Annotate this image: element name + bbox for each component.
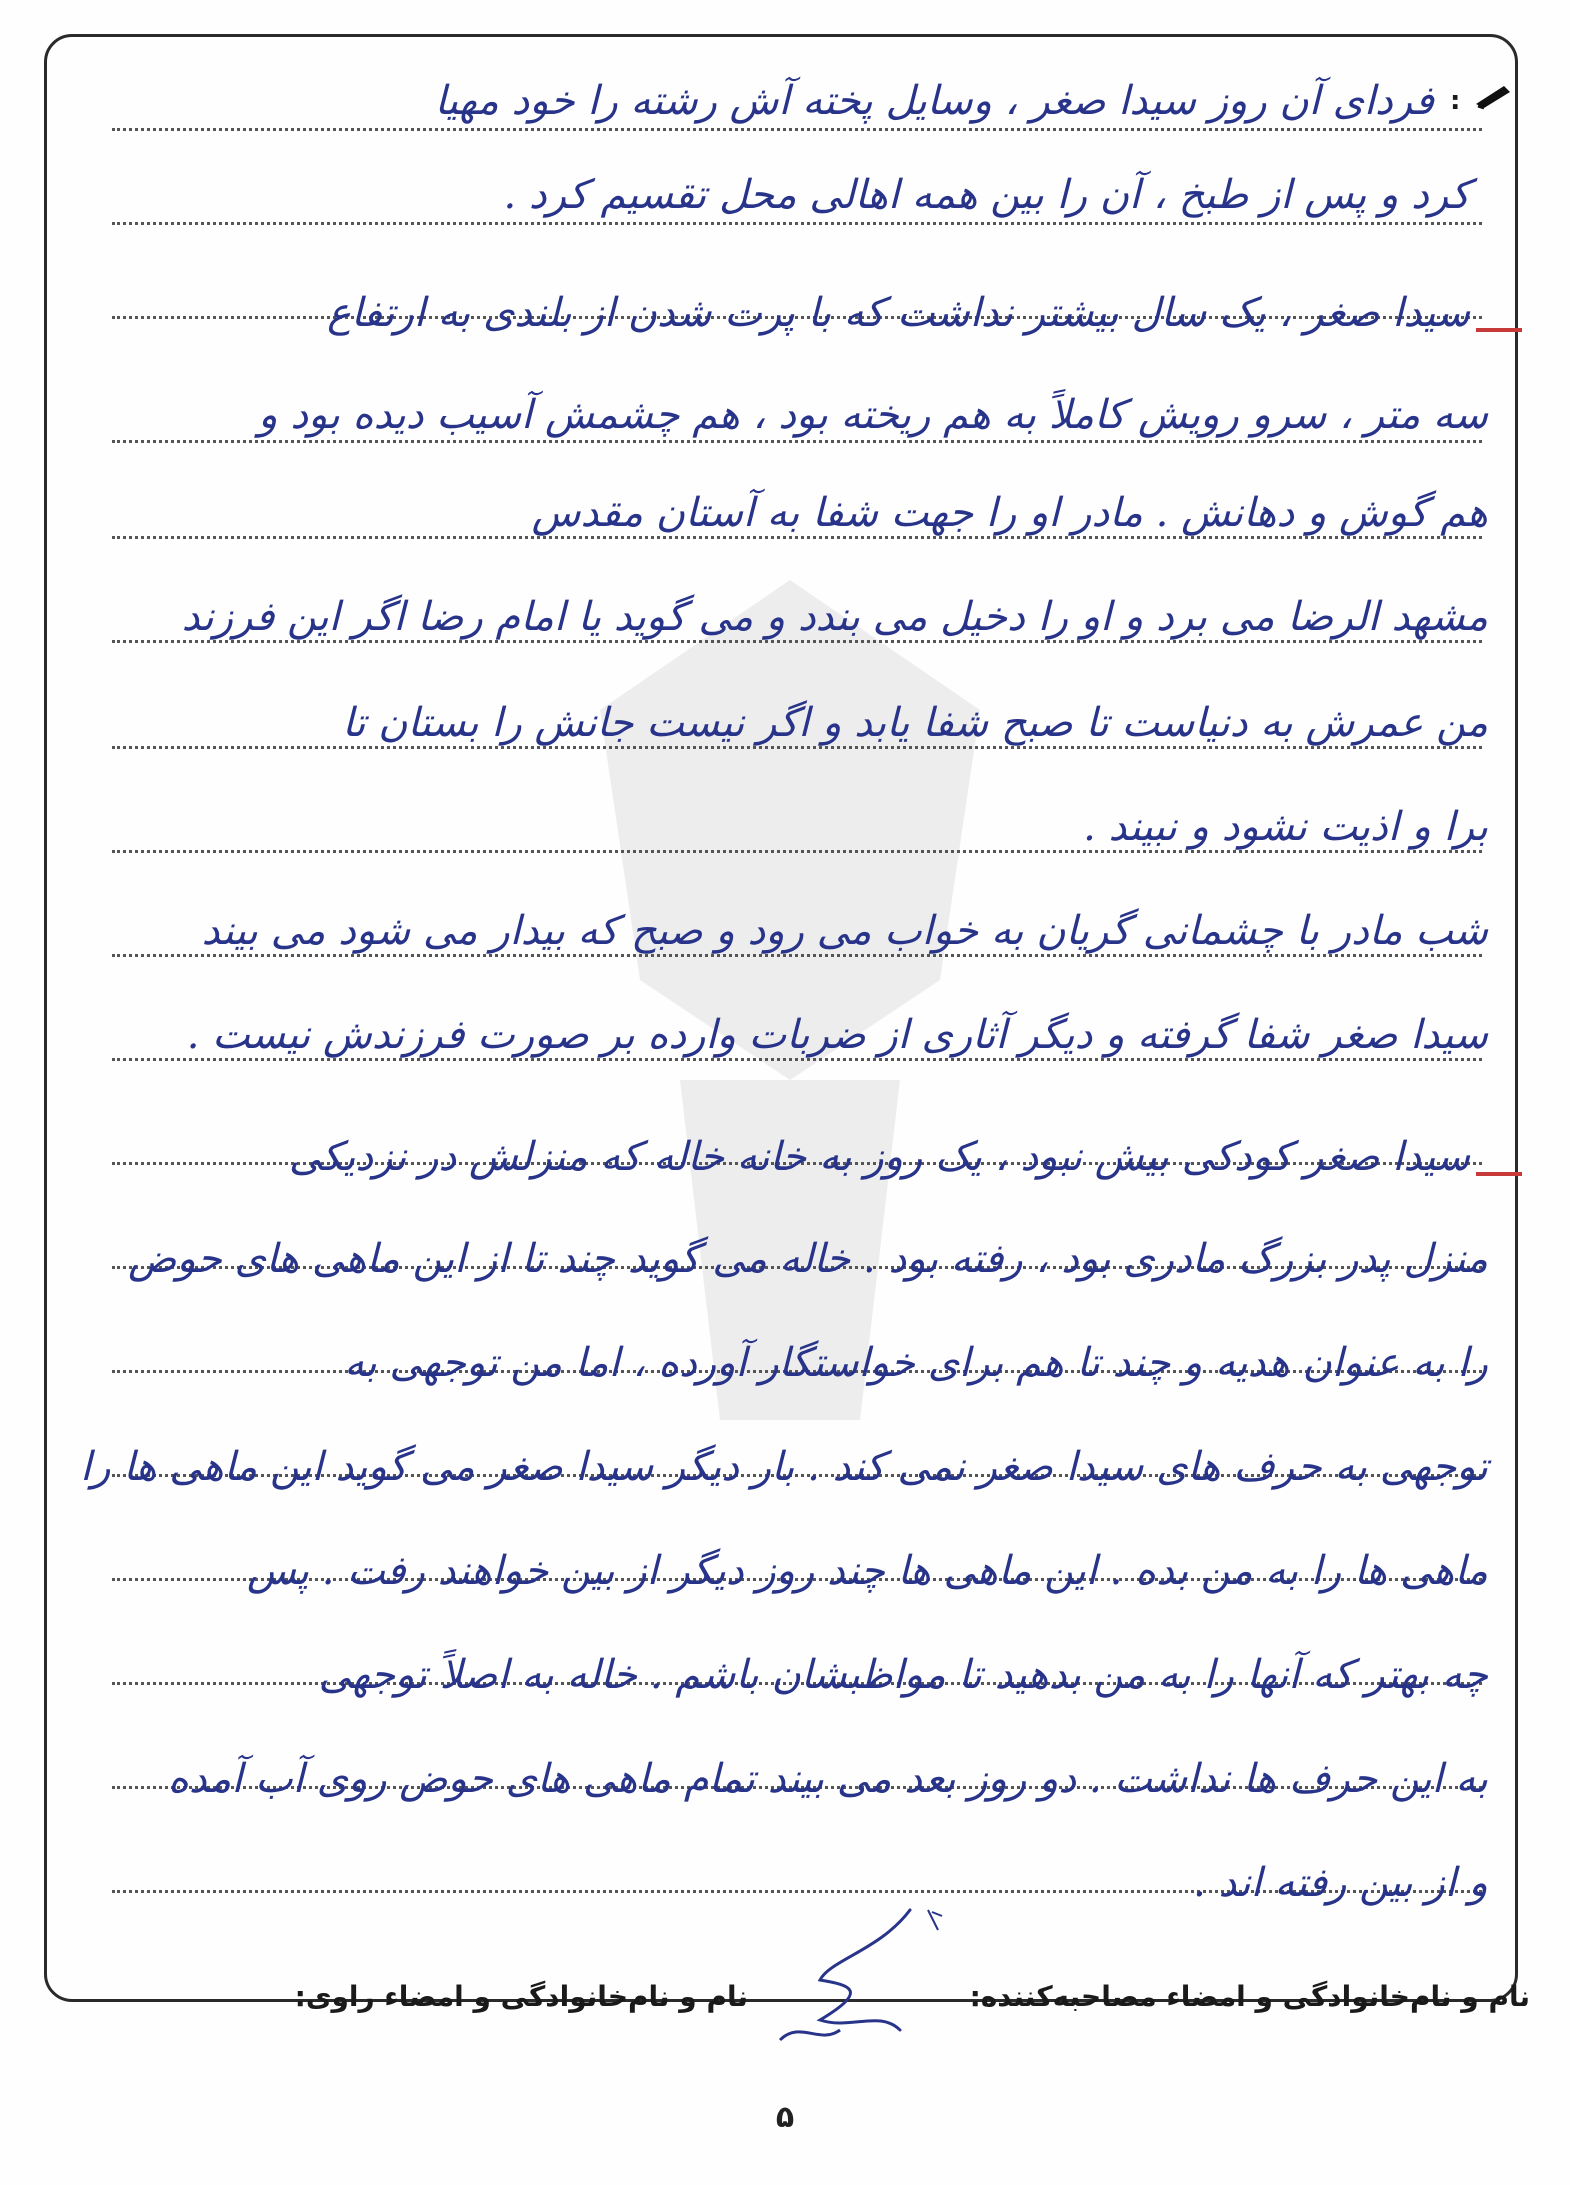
ruled-line — [112, 128, 1482, 131]
ruled-line — [112, 746, 1482, 749]
handwritten-line: هم گوش و دهانش . مادر او را جهت شفا به آستان مقدس — [531, 490, 1488, 536]
ruled-line — [112, 1058, 1482, 1061]
ruled-line — [112, 850, 1482, 853]
handwritten-line: کرد و پس از طبخ ، آن را بین همه اهالی محل تقسیم کرد . — [503, 172, 1470, 218]
narrator-signature-label: نام و نام‌خانوادگی و امضاء راوی: — [294, 1980, 748, 2013]
handwritten-line: من عمرش به دنیاست تا صبح شفا یابد و اگر نیست جانش را بستان تا — [342, 700, 1488, 746]
page-number: ۵ — [775, 2100, 795, 2135]
handwritten-line: برا و اذیت نشود و نبیند . — [1083, 804, 1488, 850]
handwritten-line: توجهی به حرف های سیدا صغر نمی کند . بار دیگر سیدا صغر می گوید این ماهی ها را — [80, 1444, 1488, 1490]
ruled-line — [112, 954, 1482, 957]
label-colon: : — [1450, 86, 1461, 116]
handwritten-line: سه متر ، سرو رویش کاملاً به هم ریخته بود ، هم چشمش آسیب دیده بود و — [258, 392, 1488, 438]
handwritten-line: فردای آن روز سیدا صغر ، وسایل پخته آش رشته را خود مهیا — [434, 78, 1434, 124]
handwritten-signature — [760, 1890, 980, 2050]
handwritten-line: سیدا صغر کودکی بیش نبود ، یک روز به خانه خاله که منزلش در نزدیکی — [288, 1134, 1470, 1180]
interviewer-signature-label: نام و نام‌خانوادگی و امضاء مصاحبه‌کننده: — [969, 1980, 1530, 2013]
ruled-line — [112, 222, 1482, 225]
handwritten-line: شب مادر با چشمانی گریان به خواب می رود و صبح که بیدار می شود می بیند — [201, 908, 1488, 954]
pen-hand-icon — [1474, 82, 1512, 110]
handwritten-line: ماهی ها را به من بده . این ماهی ها چند روز دیگر از بین خواهند رفت . پس — [246, 1548, 1488, 1594]
handwritten-line: چه بهتر که آنها را به من بدهید تا مواظبشان باشم . خاله به اصلاً توجهی — [318, 1652, 1488, 1698]
ruled-line — [112, 640, 1482, 643]
ruled-line — [112, 440, 1482, 443]
margin-marker — [1476, 1172, 1522, 1176]
ruled-line — [112, 536, 1482, 539]
handwritten-line: سیدا صغر ، یک سال بیشتر نداشت که با پرت شدن از بلندی به ارتفاع — [327, 290, 1470, 336]
margin-marker — [1476, 328, 1522, 332]
handwritten-line: را به عنوان هدیه و چند تا هم برای خواستگار آورده ، اما من توجهی به — [344, 1340, 1488, 1386]
handwritten-line: و از بین رفته اند . — [1193, 1860, 1488, 1906]
handwritten-line: به این حرف ها نداشت . دو روز بعد می بیند تمام ماهی های حوض روی آب آمده — [167, 1756, 1488, 1802]
handwritten-line: سیدا صغر شفا گرفته و دیگر آثاری از ضربات وارده بر صورت فرزندش نیست . — [186, 1012, 1488, 1058]
handwritten-line: منزل پدر بزرگ مادری بود ، رفته بود . خاله می گوید چند تا از این ماهی های حوض — [128, 1236, 1488, 1282]
handwritten-line: مشهد الرضا می برد و او را دخیل می بندد و می گوید یا امام رضا اگر این فرزند — [181, 594, 1488, 640]
